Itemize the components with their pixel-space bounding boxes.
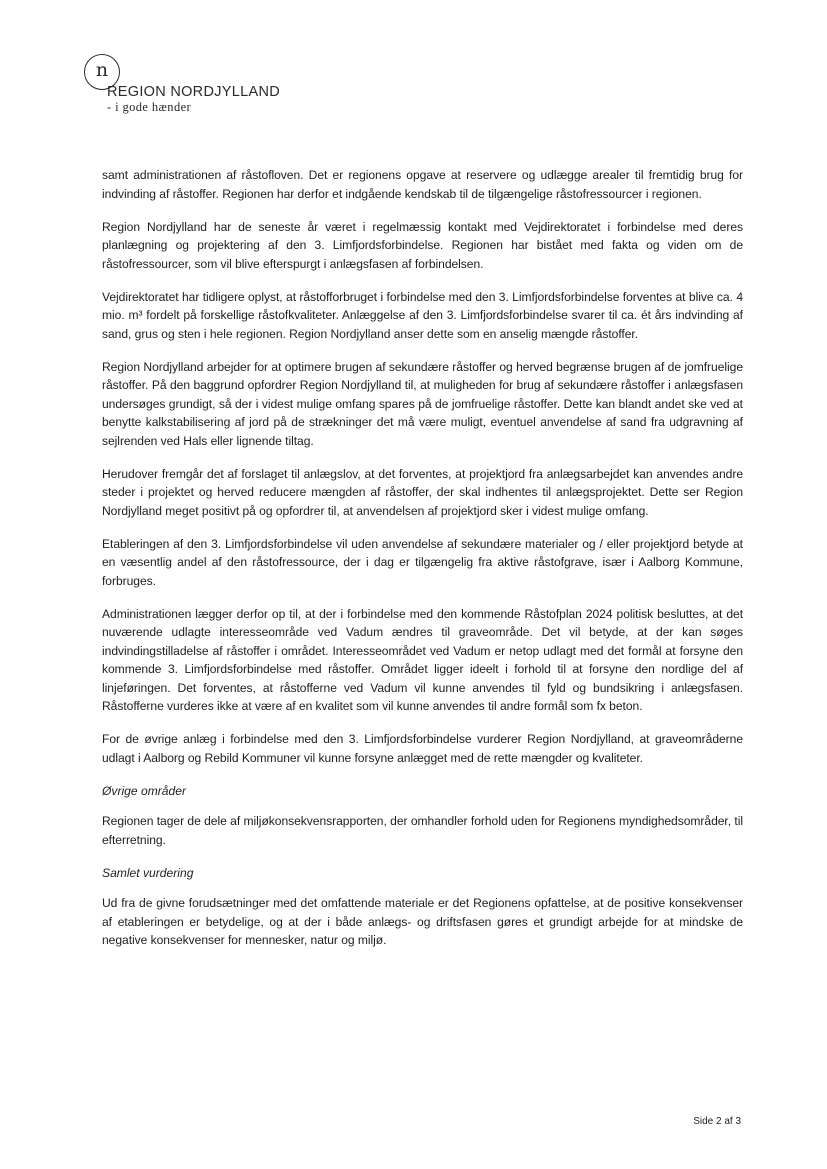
section-heading-samlet-vurdering: Samlet vurdering bbox=[102, 865, 194, 880]
document-body bbox=[102, 166, 743, 964]
page-number: Side 2 af 3 bbox=[693, 1116, 741, 1127]
paragraph-2: Region Nordjylland har de seneste år været i regelmæssig kontakt med Vejdirektoratet i forbindelse med deres planlægning og projektering af den 3. Limfjordsforbindelse. Regionen har bistået med fakta og viden om de råstofressourcer, som vil blive efterspurgt i anlægsfasen af forbindelsen. bbox=[102, 219, 743, 271]
paragraph-6: Etableringen af den 3. Limfjordsforbindelse vil uden anvendelse af sekundære materialer og / eller projektjord betyde at en væsentlig andel af den råstofressource, der i dag er tilgængelig fra aktive råstofgrave, især i Aalborg Kommune, forbruges. bbox=[102, 536, 743, 588]
paragraph-10: Ud fra de givne forudsætninger med det omfattende materiale er det Regionens opfattelse, at de positive konsekvenser af etableringen er betydelige, og at der i både anlægs- og driftsfasen gøres et grundigt arbejde for at mindske de negative konsekvenser for mennesker, natur og miljø. bbox=[102, 896, 743, 947]
section-heading-ovrige-omrader: Øvrige områder bbox=[102, 783, 187, 798]
paragraph-1: samt administrationen af råstofloven. Det er regionens opgave at reservere og udlægge arealer til fremtidig brug for indvinding af råstoffer. Regionen har derfor et indgående kendskab til de tilgængelige råstofressourcer i regionen. bbox=[102, 168, 743, 201]
paragraph-7: Administrationen lægger derfor op til, at der i forbindelse med den kommende Råstofplan 2024 politisk besluttes, at det nuværende udlagte interesseområde ved Vadum ændres til graveområde. Det vil betyde, at der kan søges indvindingstilladelse af råstoffer i området. Interesseområdet ved Vadum er netop udlagt med det formål at forsyne den kommende 3. Limfjordsforbindelse med råstoffer. Området ligger ideelt i forhold til at forsyne den nordlige del af linjeføringen. Det forventes, at råstofferne ved Vadum vil kunne anvendes til fyld og bundsikring i anlægsfasen. Råstofferne vurderes ikke at være af en kvalitet som vil kunne anvendes til andre formål som fx beton. bbox=[102, 606, 743, 713]
paragraph-8: For de øvrige anlæg i forbindelse med den 3. Limfjordsforbindelse vurderer Region Nordjylland, at graveområderne udlagt i Aalborg og Rebild Kommuner vil kunne forsyne anlægget med de rette mængder og kvaliteter. bbox=[102, 732, 743, 765]
organization-name: REGION NORDJYLLAND bbox=[107, 84, 280, 100]
logo-mark: n bbox=[95, 59, 109, 81]
paragraph-5: Herudover fremgår det af forslaget til anlægslov, at det forventes, at projektjord fra anlægsarbejdet kan anvendes andre steder i projektet og herved reducere mængden af råstoffer, der skal indhentes til anlægsprojektet. Dette ser Region Nordjylland meget positivt på og opfordrer til, at anvendelsen af projektjord sker i videst mulige omfang. bbox=[102, 466, 743, 518]
region-nordjylland-logo bbox=[84, 54, 324, 124]
paragraph-9: Regionen tager de dele af miljøkonsekvensrapporten, der omhandler forhold uden for Regionens myndighedsområder, til efterretning. bbox=[102, 814, 743, 847]
paragraph-4: Region Nordjylland arbejder for at optimere brugen af sekundære råstoffer og herved begrænse brugen af de jomfruelige råstoffer. På den baggrund opfordrer Region Nordjylland til, at muligheden for brug af sekundære råstoffer i anlægsfasen undersøges grundigt, så der i videst mulige omfang spares på de jomfruelige råstoffer. Dette kan blandt andet ske ved at benytte kalkstabilisering af jord på de strækninger det må være muligt, eventuel anvendelse af sand fra udgravning af sejlrenden ved Hals eller lignende tiltag. bbox=[102, 359, 743, 448]
paragraph-3: Vejdirektoratet har tidligere oplyst, at råstofforbruget i forbindelse med den 3. Limfjordsforbindelse forventes at blive ca. 4 mio. m³ fordelt på forskellige råstofkvaliteter. Anlæggelse af den 3. Limfjordsforbindelse svarer til ca. ét års indvinding af sand, grus og sten i hele regionen. Region Nordjylland anser dette som en anselig mængde råstoffer. bbox=[102, 289, 743, 341]
organization-tagline: - i gode hænder bbox=[107, 100, 192, 114]
